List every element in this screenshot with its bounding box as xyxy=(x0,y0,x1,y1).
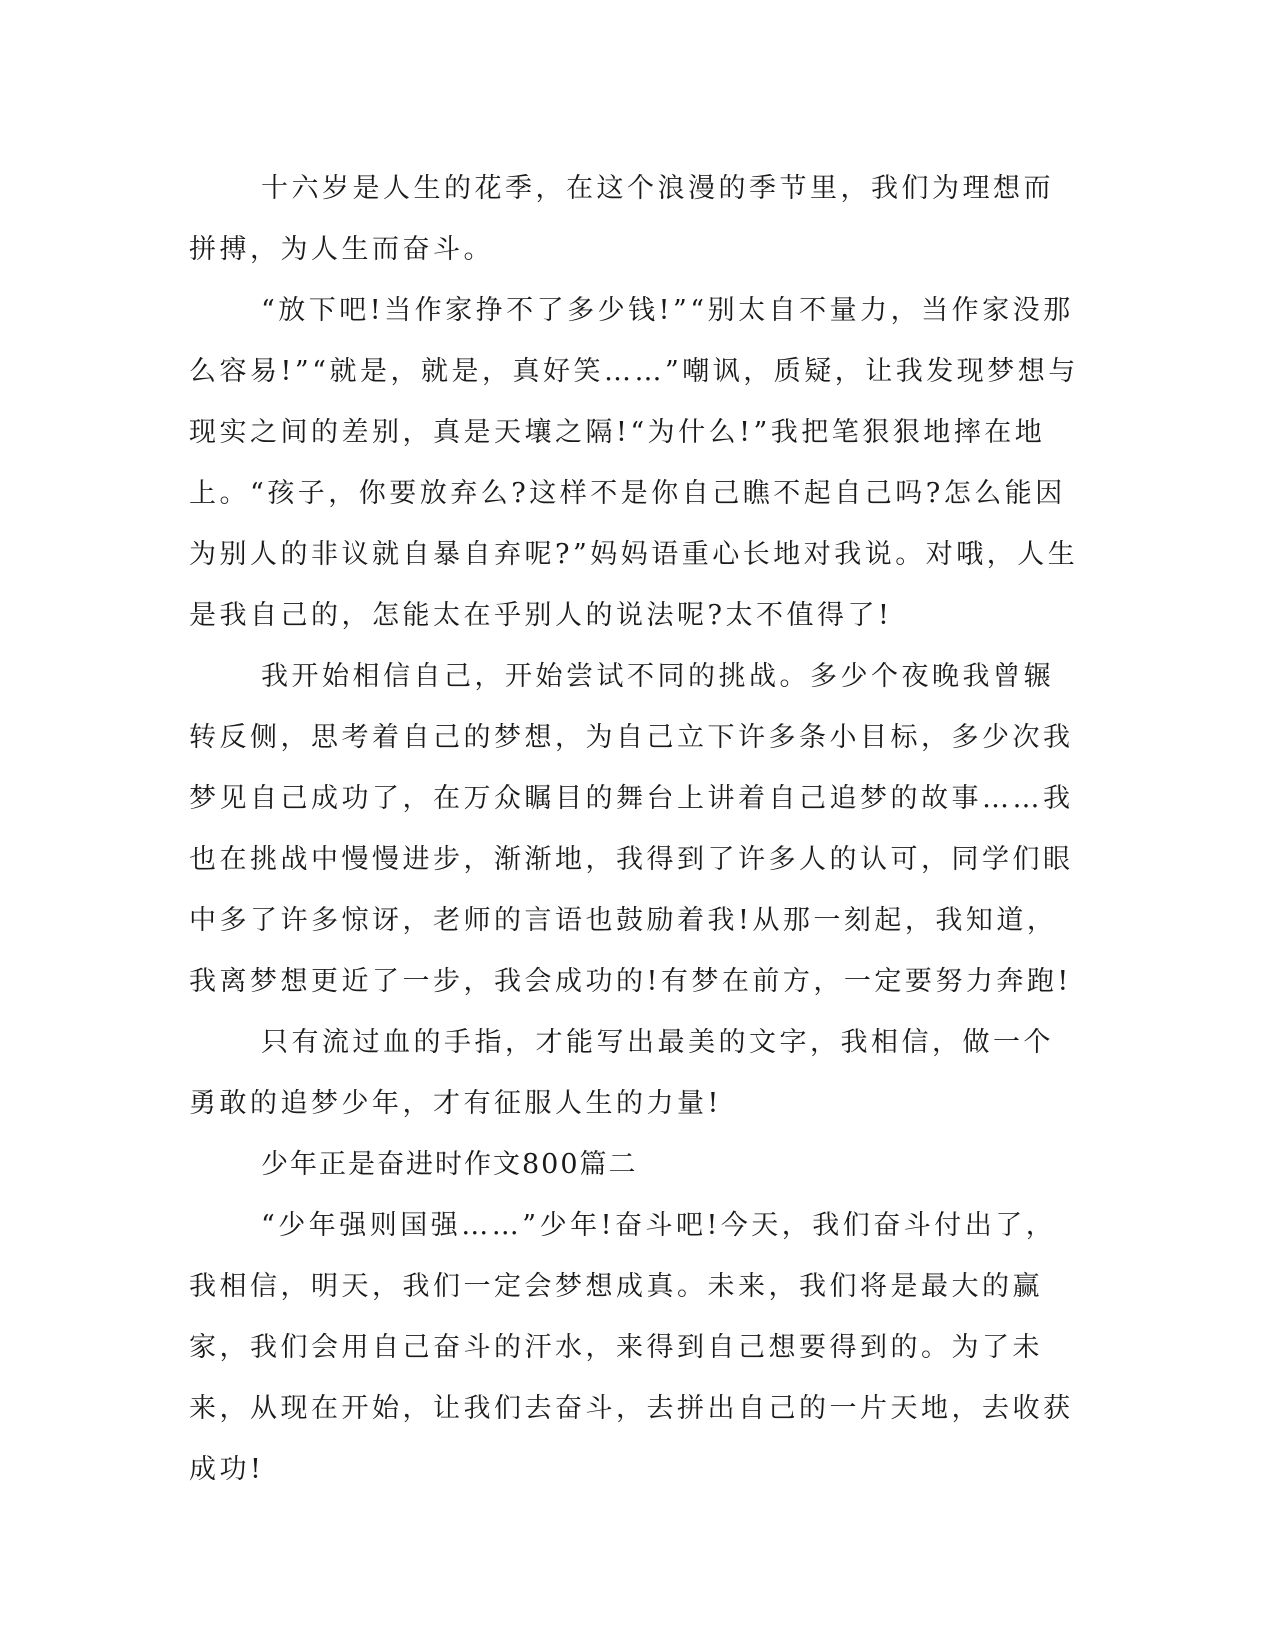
paragraph-challenges: 我开始相信自己，开始尝试不同的挑战。多少个夜晚我曾辗转反侧，思考着自己的梦想，为自己立下许多条小目标，多少次我梦见自己成功了，在万众瞩目的舞台上讲着自己追梦的故事……我也在挑战中慢慢进步，渐渐地，我得到了许多人的认可，同学们眼中多了许多惊讶，老师的言语也鼓励着我!从那一刻起，我知道，我离梦想更近了一步，我会成功的!有梦在前方，一定要努力奔跑! xyxy=(189,661,1074,997)
section-heading: 少年正是奋进时作文800篇二 xyxy=(261,1149,638,1180)
paragraph-intro: 十六岁是人生的花季，在这个浪漫的季节里，我们为理想而拼搏，为人生而奋斗。 xyxy=(189,173,1054,265)
essay-body xyxy=(189,158,1079,1500)
paragraph-doubts: “放下吧!当作家挣不了多少钱!”“别太自不量力，当作家没那么容易!”“就是，就是，真好笑……”嘲讽，质疑，让我发现梦想与现实之间的差别，真是天壤之隔!“为什么!”我把笔狠狠地摔在地上。“孩子，你要放弃么?这样不是你自己瞧不起自己吗?怎么能因为别人的非议就自暴自弃呢?”妈妈语重心长地对我说。对哦，人生是我自己的，怎能太在乎别人的说法呢?太不值得了! xyxy=(189,295,1079,631)
paragraph-courage: 只有流过血的手指，才能写出最美的文字，我相信，做一个勇敢的追梦少年，才有征服人生的力量! xyxy=(189,1027,1054,1119)
paragraph-closing: “少年强则国强……”少年!奋斗吧!今天，我们奋斗付出了，我相信，明天，我们一定会梦想成真。未来，我们将是最大的赢家，我们会用自己奋斗的汗水，来得到自己想要得到的。为了未来，从现在开始，让我们去奋斗，去拼出自己的一片天地，去收获成功! xyxy=(189,1210,1074,1485)
